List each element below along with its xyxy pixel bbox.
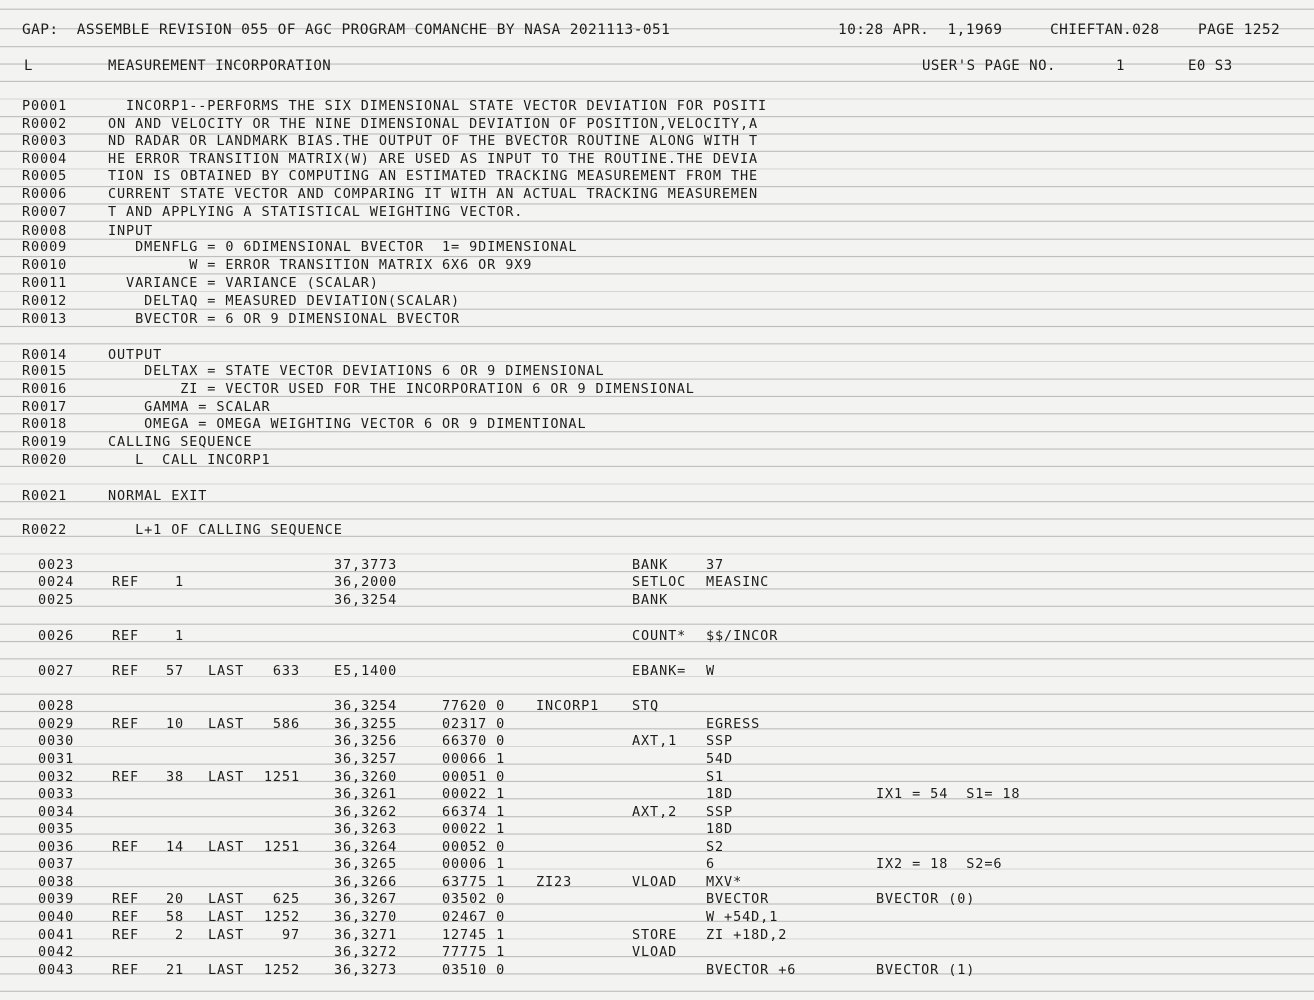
- line-number: 0024: [38, 574, 75, 590]
- opcode: COUNT*: [632, 628, 687, 644]
- address: 36,3265: [334, 856, 398, 872]
- ref-keyword: REF: [112, 839, 140, 855]
- ref-count: 38: [165, 769, 184, 785]
- address: 36,3273: [334, 962, 398, 978]
- code-line: [0, 591, 1314, 609]
- line-number: 0030: [38, 733, 75, 749]
- line-number: R0005: [22, 168, 68, 184]
- operand: 18D: [706, 821, 734, 837]
- line-number: 0043: [38, 962, 75, 978]
- remark: BVECTOR (1): [876, 962, 976, 978]
- last-keyword: LAST: [208, 909, 245, 925]
- symbol-label: INCORP1: [536, 698, 600, 714]
- comment-text: VARIANCE = VARIANCE (SCALAR): [108, 275, 379, 291]
- opcode: EBANK=: [632, 663, 687, 679]
- comment-text: HE ERROR TRANSITION MATRIX(W) ARE USED AS INPUT TO THE ROUTINE.THE DEVIA: [108, 151, 758, 167]
- comment-text: INCORP1--PERFORMS THE SIX DIMENSIONAL STATE VECTOR DEVIATION FOR POSITI: [108, 98, 768, 114]
- operand: SSP: [706, 733, 734, 749]
- octal-word: 03510 0: [442, 962, 506, 978]
- code-line: [0, 926, 1314, 944]
- ref-keyword: REF: [112, 716, 140, 732]
- opcode: AXT,2: [632, 804, 678, 820]
- operand: BVECTOR: [706, 891, 770, 907]
- code-line: [0, 890, 1314, 908]
- line-number: 0040: [38, 909, 75, 925]
- section-title: MEASUREMENT INCORPORATION: [108, 58, 332, 74]
- code-line: [0, 961, 1314, 979]
- opcode: SETLOC: [632, 574, 687, 590]
- address: 36,3260: [334, 769, 398, 785]
- code-line: [0, 715, 1314, 733]
- address: 36,3257: [334, 751, 398, 767]
- code-line: [0, 556, 1314, 574]
- address: E5,1400: [334, 663, 398, 679]
- ref-count: 58: [165, 909, 184, 925]
- ref-keyword: REF: [112, 628, 140, 644]
- code-line: [0, 873, 1314, 891]
- comment-text: NORMAL EXIT: [108, 488, 208, 504]
- line-number: R0006: [22, 186, 68, 202]
- address: 36,3255: [334, 716, 398, 732]
- line-number: 0023: [38, 557, 75, 573]
- octal-word: 66370 0: [442, 733, 506, 749]
- ref-count: 20: [165, 891, 184, 907]
- last-page: 633: [272, 663, 300, 679]
- ref-keyword: REF: [112, 574, 140, 590]
- section-subheader: [22, 58, 1282, 78]
- operand: MEASINC: [706, 574, 770, 590]
- comment-text: ND RADAR OR LANDMARK BIAS.THE OUTPUT OF THE BVECTOR ROUTINE ALONG WITH T: [108, 133, 758, 149]
- code-line: [0, 855, 1314, 873]
- line-number: 0034: [38, 804, 75, 820]
- opcode: BANK: [632, 557, 669, 573]
- line-number: R0002: [22, 116, 68, 132]
- remark: BVECTOR (0): [876, 891, 976, 907]
- last-keyword: LAST: [208, 891, 245, 907]
- user-page-label: USER'S PAGE NO.: [922, 58, 1056, 74]
- line-number: 0027: [38, 663, 75, 679]
- line-number: R0014: [22, 347, 68, 363]
- comment-text: CALLING SEQUENCE: [108, 434, 253, 450]
- address: 36,3254: [334, 592, 398, 608]
- comment-text: ON AND VELOCITY OR THE NINE DIMENSIONAL DEVIATION OF POSITION,VELOCITY,A: [108, 116, 758, 132]
- ref-count: 21: [165, 962, 184, 978]
- comment-text: TION IS OBTAINED BY COMPUTING AN ESTIMATED TRACKING MEASUREMENT FROM THE: [108, 168, 758, 184]
- address: 36,3267: [334, 891, 398, 907]
- last-keyword: LAST: [208, 769, 245, 785]
- line-number: 0041: [38, 927, 75, 943]
- code-line: [0, 943, 1314, 961]
- comment-text: DMENFLG = 0 6DIMENSIONAL BVECTOR 1= 9DIMENSIONAL: [108, 239, 578, 255]
- ref-keyword: REF: [112, 663, 140, 679]
- operand: 18D: [706, 786, 734, 802]
- operand: 54D: [706, 751, 734, 767]
- code-line: [0, 838, 1314, 856]
- line-number: R0004: [22, 151, 68, 167]
- octal-word: 77620 0: [442, 698, 506, 714]
- line-number: 0035: [38, 821, 75, 837]
- comment-text: GAMMA = SCALAR: [108, 399, 271, 415]
- line-number: R0020: [22, 452, 68, 468]
- opcode: STQ: [632, 698, 660, 714]
- octal-word: 66374 1: [442, 804, 506, 820]
- line-number: 0025: [38, 592, 75, 608]
- code-line: [0, 732, 1314, 750]
- last-page: 1251: [263, 839, 300, 855]
- section-code: E0 S3: [1188, 58, 1233, 74]
- user-page-number: 1: [1116, 58, 1125, 74]
- code-line: [0, 662, 1314, 680]
- address: 36,2000: [334, 574, 398, 590]
- comment-text: OUTPUT: [108, 347, 163, 363]
- operand: ZI +18D,2: [706, 927, 788, 943]
- operand: EGRESS: [706, 716, 761, 732]
- comment-text: DELTAX = STATE VECTOR DEVIATIONS 6 OR 9 DIMENSIONAL: [108, 363, 605, 379]
- octal-word: 12745 1: [442, 927, 506, 943]
- line-number: R0013: [22, 311, 68, 327]
- line-number: R0008: [22, 223, 68, 239]
- operand: W +54D,1: [706, 909, 779, 925]
- comment-text: INPUT: [108, 223, 154, 239]
- address: 36,3266: [334, 874, 398, 890]
- assembly-title: GAP: ASSEMBLE REVISION 055 OF AGC PROGRAM COMANCHE BY NASA 2021113-051: [22, 22, 671, 38]
- code-line: [0, 768, 1314, 786]
- address: 36,3256: [334, 733, 398, 749]
- last-keyword: LAST: [208, 663, 245, 679]
- line-number: R0019: [22, 434, 68, 450]
- address: 36,3270: [334, 909, 398, 925]
- last-page: 1251: [263, 769, 300, 785]
- line-number: 0036: [38, 839, 75, 855]
- code-line: [0, 803, 1314, 821]
- operand: S2: [706, 839, 725, 855]
- line-number: R0017: [22, 399, 68, 415]
- operand: 37: [706, 557, 725, 573]
- remark: IX2 = 18 S2=6: [876, 856, 1003, 872]
- code-line: [0, 697, 1314, 715]
- ref-count: 1: [174, 574, 184, 590]
- octal-word: 00006 1: [442, 856, 506, 872]
- octal-word: 63775 1: [442, 874, 506, 890]
- address: 36,3262: [334, 804, 398, 820]
- code-line: [0, 908, 1314, 926]
- ref-count: 2: [174, 927, 184, 943]
- operand: MXV*: [706, 874, 743, 890]
- last-keyword: LAST: [208, 962, 245, 978]
- line-number: R0021: [22, 488, 68, 504]
- address: 36,3264: [334, 839, 398, 855]
- address: 37,3773: [334, 557, 398, 573]
- address: 36,3261: [334, 786, 398, 802]
- code-line: [0, 750, 1314, 768]
- line-number: R0016: [22, 381, 68, 397]
- operand: BVECTOR +6: [706, 962, 797, 978]
- ref-count: 1: [174, 628, 184, 644]
- symbol-label: ZI23: [536, 874, 573, 890]
- opcode: BANK: [632, 592, 669, 608]
- octal-word: 02317 0: [442, 716, 506, 732]
- comment-text: L CALL INCORP1: [108, 452, 271, 468]
- ref-count: 10: [165, 716, 184, 732]
- address: 36,3271: [334, 927, 398, 943]
- comment-text: BVECTOR = 6 OR 9 DIMENSIONAL BVECTOR: [108, 311, 461, 327]
- opcode: VLOAD: [632, 944, 678, 960]
- last-keyword: LAST: [208, 716, 245, 732]
- line-number: 0037: [38, 856, 75, 872]
- comment-text: L+1 OF CALLING SEQUENCE: [108, 522, 343, 538]
- ref-count: 57: [165, 663, 184, 679]
- line-number: 0039: [38, 891, 75, 907]
- last-page: 586: [272, 716, 300, 732]
- code-line: [0, 573, 1314, 591]
- operand: $$/INCOR: [706, 628, 779, 644]
- opcode: VLOAD: [632, 874, 678, 890]
- opcode: STORE: [632, 927, 678, 943]
- line-number: R0011: [22, 275, 68, 291]
- comment-text: OMEGA = OMEGA WEIGHTING VECTOR 6 OR 9 DIMENTIONAL: [108, 416, 587, 432]
- line-number: R0015: [22, 363, 68, 379]
- line-number: 0026: [38, 628, 75, 644]
- octal-word: 00052 0: [442, 839, 506, 855]
- line-number: R0018: [22, 416, 68, 432]
- line-number: R0007: [22, 204, 68, 220]
- operand: 6: [706, 856, 716, 872]
- line-number: P0001: [22, 98, 68, 114]
- line-number: 0028: [38, 698, 75, 714]
- opcode: AXT,1: [632, 733, 678, 749]
- octal-word: 00022 1: [442, 821, 506, 837]
- subheader-flag: L: [24, 58, 33, 74]
- octal-word: 00051 0: [442, 769, 506, 785]
- line-number: R0022: [22, 522, 68, 538]
- ref-count: 14: [165, 839, 184, 855]
- line-number: R0009: [22, 239, 68, 255]
- ref-keyword: REF: [112, 769, 140, 785]
- assembly-file: CHIEFTAN.028: [1050, 22, 1160, 38]
- comment-text: DELTAQ = MEASURED DEVIATION(SCALAR): [108, 293, 461, 309]
- line-number: 0042: [38, 944, 75, 960]
- comment-text: CURRENT STATE VECTOR AND COMPARING IT WITH AN ACTUAL TRACKING MEASUREMEN: [108, 186, 758, 202]
- last-page: 625: [272, 891, 300, 907]
- comment-text: ZI = VECTOR USED FOR THE INCORPORATION 6 OR 9 DIMENSIONAL: [108, 381, 695, 397]
- comment-text: W = ERROR TRANSITION MATRIX 6X6 OR 9X9: [108, 257, 533, 273]
- octal-word: 00022 1: [442, 786, 506, 802]
- ref-keyword: REF: [112, 891, 140, 907]
- last-keyword: LAST: [208, 927, 245, 943]
- code-line: [0, 785, 1314, 803]
- last-page: 97: [281, 927, 300, 943]
- line-number: 0029: [38, 716, 75, 732]
- line-number: R0010: [22, 257, 68, 273]
- last-page: 1252: [263, 909, 300, 925]
- address: 36,3254: [334, 698, 398, 714]
- ref-keyword: REF: [112, 962, 140, 978]
- octal-word: 77775 1: [442, 944, 506, 960]
- octal-word: 00066 1: [442, 751, 506, 767]
- code-line: [0, 820, 1314, 838]
- listing-header: [22, 22, 1302, 42]
- operand: SSP: [706, 804, 734, 820]
- line-number: R0012: [22, 293, 68, 309]
- remark: IX1 = 54 S1= 18: [876, 786, 1021, 802]
- octal-word: 03502 0: [442, 891, 506, 907]
- comment-text: T AND APPLYING A STATISTICAL WEIGHTING VECTOR.: [108, 204, 524, 220]
- page-number: PAGE 1252: [1198, 22, 1281, 38]
- ref-keyword: REF: [112, 909, 140, 925]
- line-number: 0038: [38, 874, 75, 890]
- octal-word: 02467 0: [442, 909, 506, 925]
- line-number: 0033: [38, 786, 75, 802]
- line-number: 0031: [38, 751, 75, 767]
- operand: S1: [706, 769, 725, 785]
- last-page: 1252: [263, 962, 300, 978]
- operand: W: [706, 663, 716, 679]
- assembly-timestamp: 10:28 APR. 1,1969: [838, 22, 1003, 38]
- address: 36,3272: [334, 944, 398, 960]
- line-number: 0032: [38, 769, 75, 785]
- last-keyword: LAST: [208, 839, 245, 855]
- address: 36,3263: [334, 821, 398, 837]
- line-number: R0003: [22, 133, 68, 149]
- code-line: [0, 627, 1314, 645]
- ref-keyword: REF: [112, 927, 140, 943]
